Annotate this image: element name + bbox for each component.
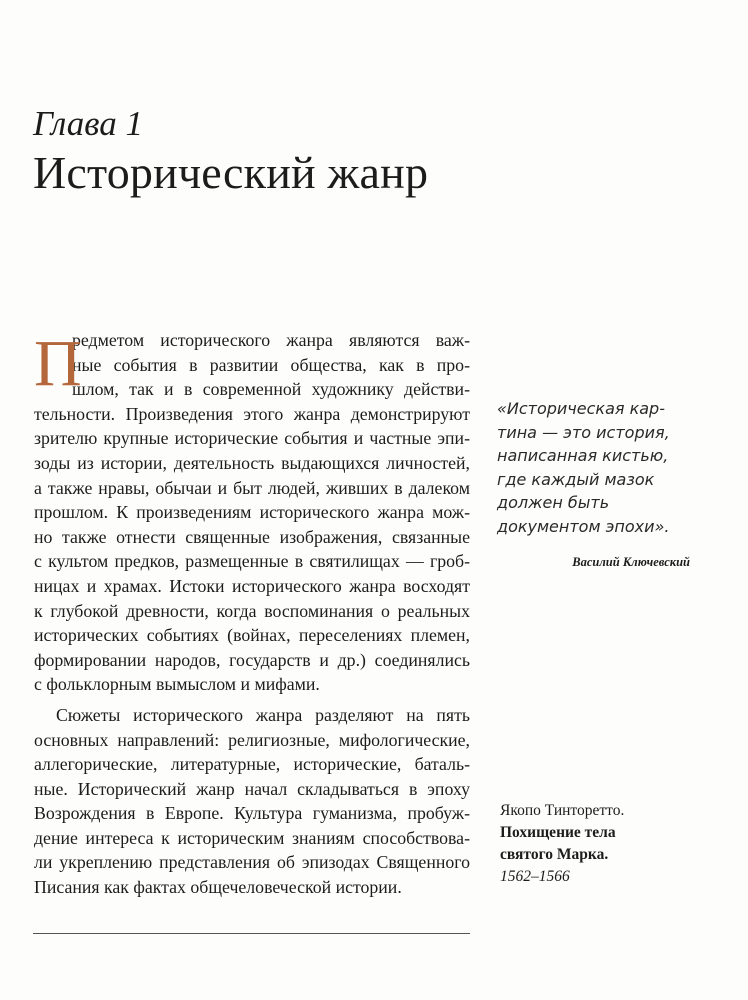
caption-artist: Якопо Тинторетто. bbox=[500, 802, 625, 819]
text-line: шлом, так и в современной художнику действи- bbox=[72, 379, 470, 400]
text-line: аллегорические, литературные, исторические, баталь- bbox=[34, 754, 470, 775]
text-line: с фольклорным вымыслом и мифами. bbox=[34, 674, 320, 695]
caption-title-line-1: Похищение тела bbox=[500, 824, 616, 841]
text-line: ли укреплению представления об эпизодах Священного bbox=[34, 852, 470, 873]
text-line: ные. Исторический жанр начал складываться в эпоху bbox=[34, 778, 470, 799]
paragraph-2 bbox=[34, 703, 470, 900]
text-line: а также нравы, обычаи и быт людей, живших в далеком bbox=[34, 477, 470, 498]
text-line: но также отнести священные изображения, связанные bbox=[34, 526, 470, 547]
body-text bbox=[34, 328, 470, 900]
chapter-title: Исторический жанр bbox=[33, 147, 429, 198]
text-line: дение интереса к историческим знаниям способствова- bbox=[34, 827, 470, 848]
quote-line: «Историческая кар- bbox=[497, 399, 665, 418]
text-line: прошлом. К произведениям исторического жанра мож- bbox=[34, 502, 470, 523]
caption-title-line-2: святого Марка. bbox=[500, 846, 609, 863]
text-line: ные события в развитии общества, как в про- bbox=[72, 354, 470, 375]
text-line: зоды из истории, деятельность выдающихся личностей, bbox=[34, 452, 470, 473]
bottom-rule bbox=[33, 933, 470, 934]
caption-years: 1562–1566 bbox=[500, 868, 570, 885]
text-line: к глубокой древности, когда воспоминания о реальных bbox=[34, 600, 470, 621]
quote-line: тина — это история, bbox=[497, 422, 670, 442]
image-caption bbox=[500, 800, 710, 888]
text-line: исторических событиях (войнах, переселениях племен, bbox=[34, 625, 470, 646]
text-line: Сюжеты исторического жанра разделяют на пять bbox=[56, 704, 470, 725]
quote-line: написанная кистью, bbox=[497, 446, 669, 465]
quote-line: должен быть bbox=[497, 493, 610, 512]
text-line: формировании народов, государств и др.) соединялись bbox=[34, 649, 470, 670]
text-line: ницах и храмах. Истоки исторического жанра восходят bbox=[34, 575, 470, 596]
paragraph-1 bbox=[34, 328, 470, 697]
text-line: Возрождения в Европе. Культура гуманизма, пробуж- bbox=[34, 803, 470, 824]
drop-cap: П bbox=[34, 327, 82, 400]
quote-line: документом эпохи». bbox=[497, 516, 670, 536]
text-line: основных направлений: религиозные, мифологические, bbox=[34, 729, 470, 750]
quote-author: Василий Ключевский bbox=[572, 555, 690, 569]
text-line: Писания как фактах общечеловеческой истории. bbox=[34, 877, 402, 898]
text-line: зрителю крупные исторические события и частные эпи- bbox=[34, 428, 470, 449]
text-line: тельности. Произведения этого жанра демонстрируют bbox=[34, 403, 470, 424]
sidebar-quote bbox=[497, 397, 707, 538]
chapter-label: Глава 1 bbox=[33, 104, 143, 143]
text-line: с культом предков, размещенные в святилищах — гроб- bbox=[34, 551, 470, 572]
text-line: редметом исторического жанра являются важ- bbox=[72, 330, 470, 350]
quote-line: где каждый мазок bbox=[497, 469, 655, 489]
